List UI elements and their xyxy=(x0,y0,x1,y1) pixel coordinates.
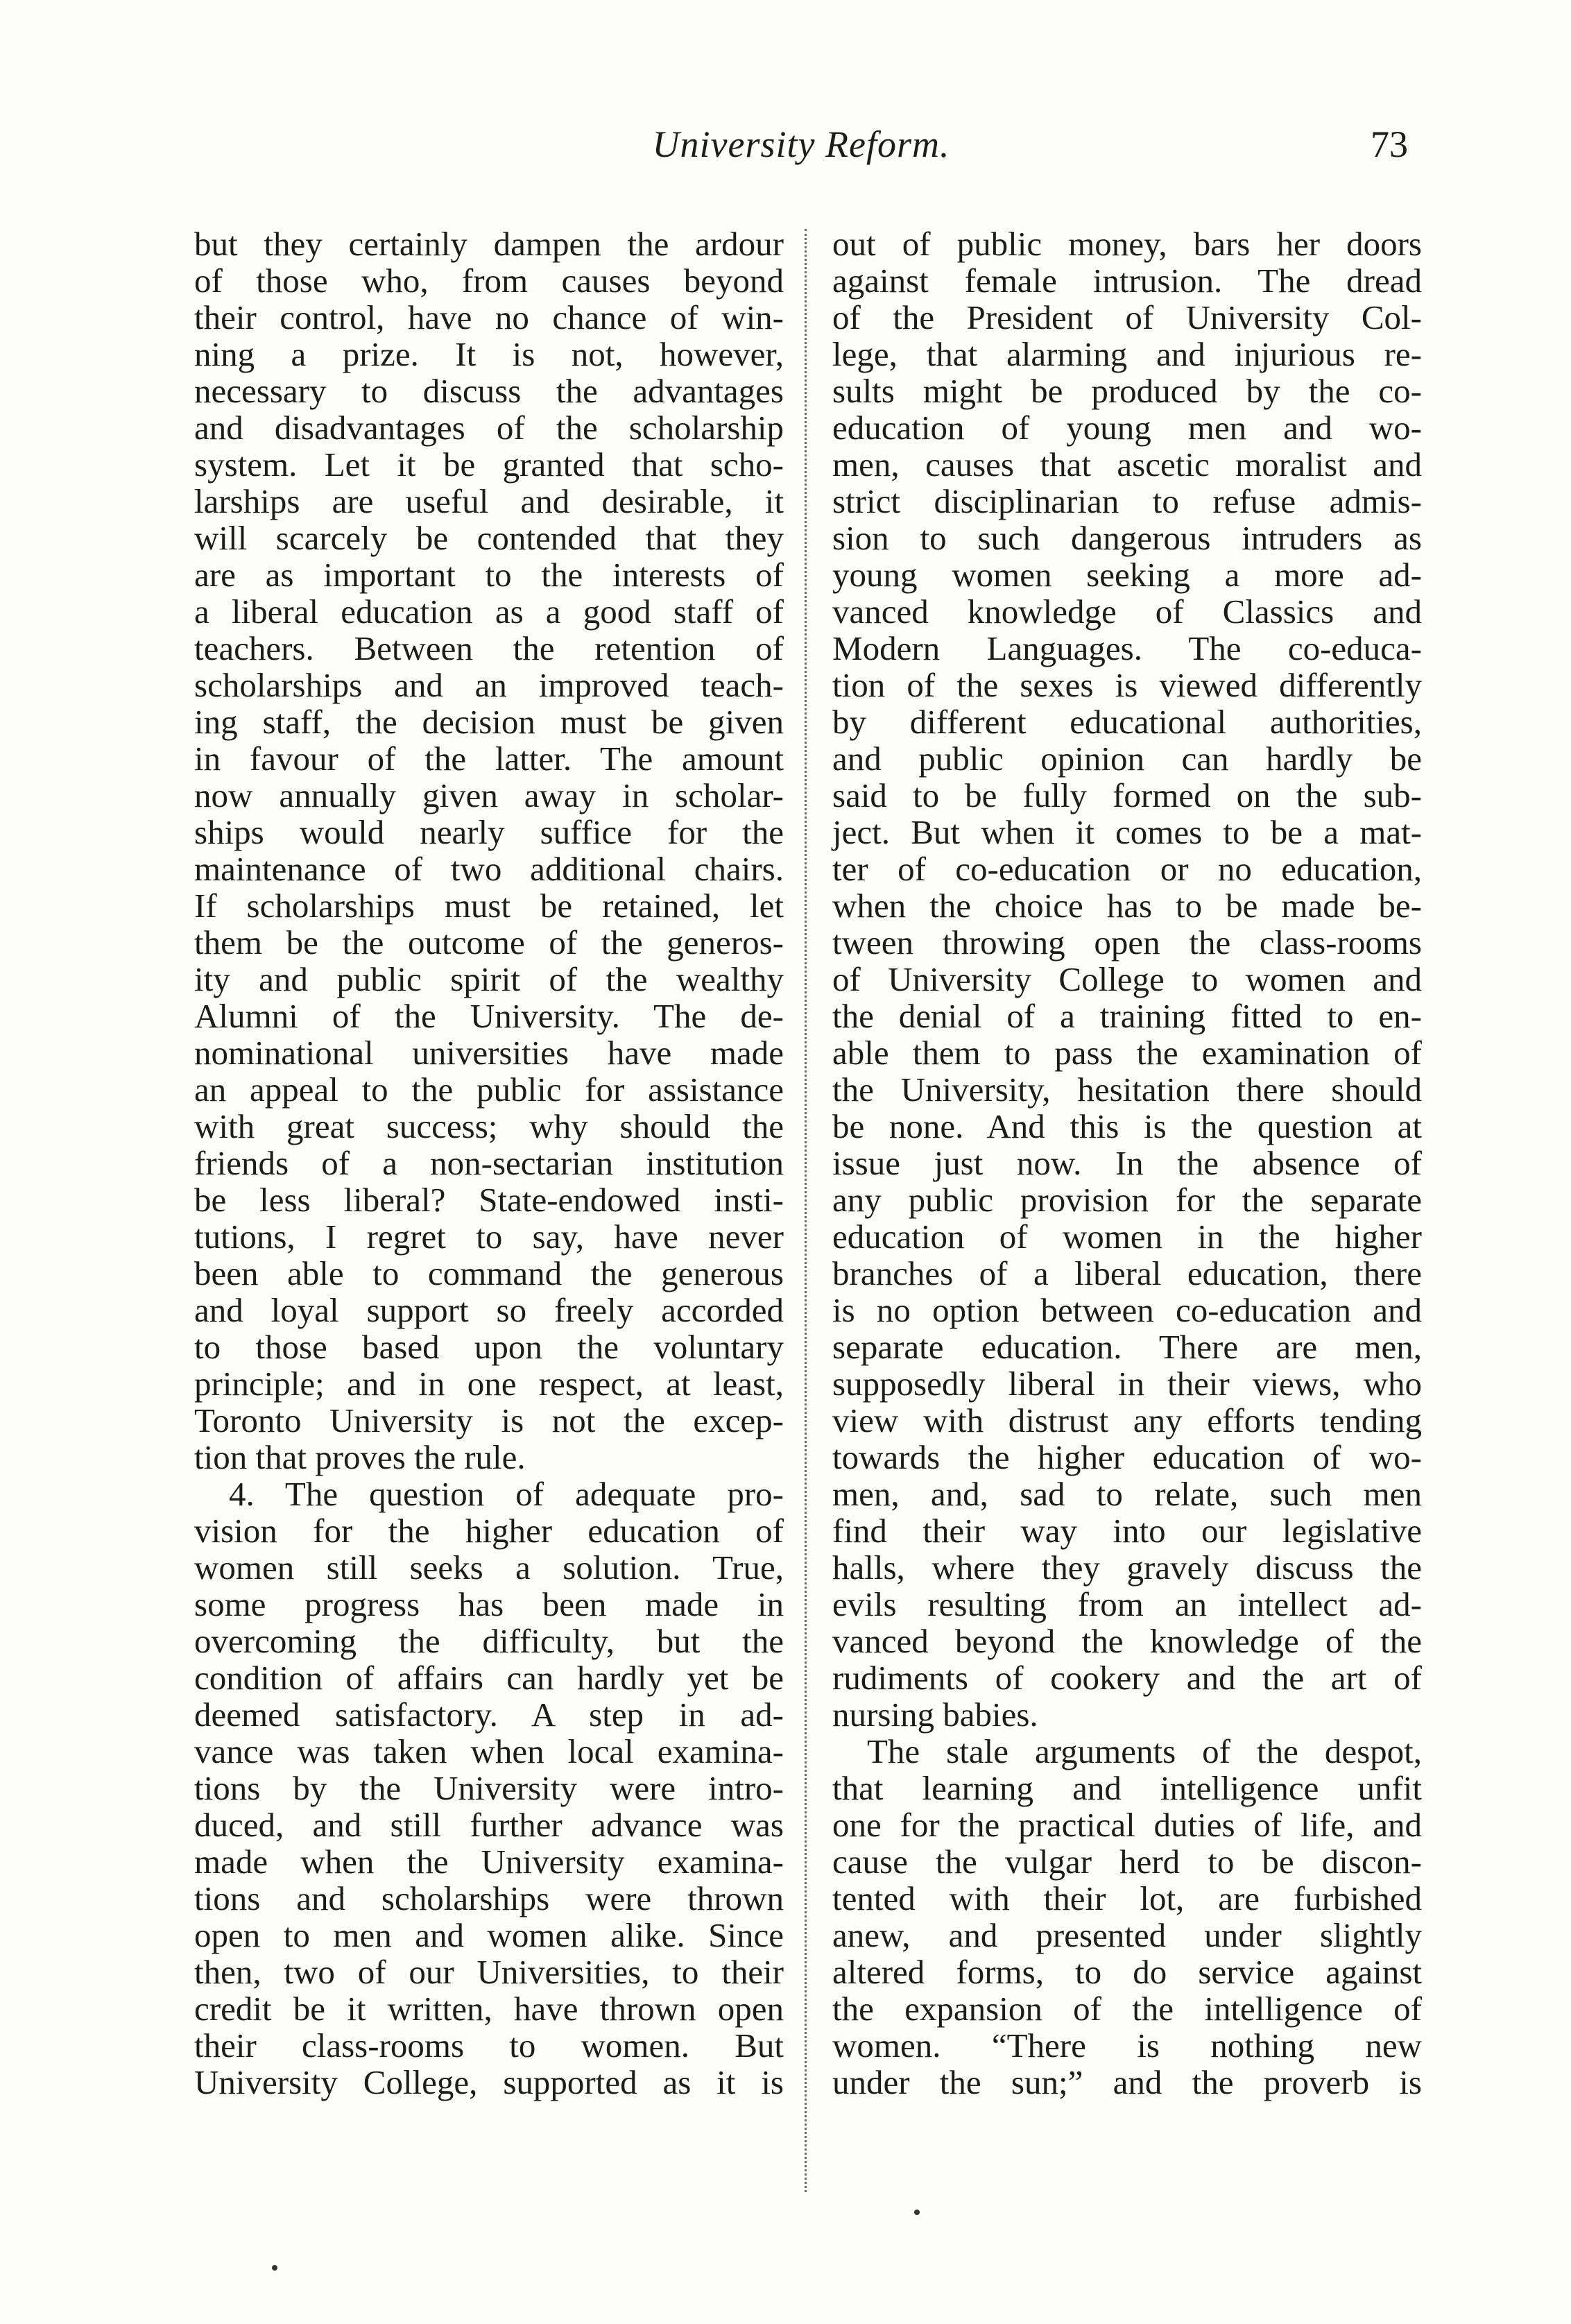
paragraph-end-line: nursing babies. xyxy=(832,1695,1038,1734)
ink-speck xyxy=(914,2210,920,2215)
running-title: University Reform. xyxy=(652,123,950,165)
text-line: of those who, from causes beyond xyxy=(194,262,784,300)
text-line: able them to pass the examination of xyxy=(832,1034,1422,1072)
text-line: credit be it written, have thrown open xyxy=(194,1990,784,2028)
text-line: open to men and women alike. Since xyxy=(194,1916,784,1954)
text-line: any public provision for the separate xyxy=(832,1181,1422,1219)
text-line: tented with their lot, are furbished xyxy=(832,1879,1422,1917)
left-column xyxy=(194,225,784,2101)
text-line: If scholarships must be retained, let xyxy=(194,887,784,925)
text-line: ity and public spirit of the wealthy xyxy=(194,960,784,998)
text-line: vision for the higher education of xyxy=(194,1512,784,1550)
text-line: will scarcely be contended that they xyxy=(194,519,784,557)
text-line: women. “There is nothing new xyxy=(832,2026,1422,2065)
text-line: friends of a non-sectarian institution xyxy=(194,1144,784,1182)
text-line: branches of a liberal education, there xyxy=(832,1254,1422,1292)
text-line: ning a prize. It is not, however, xyxy=(194,335,784,373)
text-line: overcoming the difficulty, but the xyxy=(194,1622,784,1660)
text-line: them be the outcome of the generos- xyxy=(194,923,784,962)
text-line: ing staff, the decision must be given xyxy=(194,703,784,741)
text-line: Alumni of the University. The de- xyxy=(194,997,784,1035)
text-line: sults might be produced by the co- xyxy=(832,372,1422,410)
text-line: and disadvantages of the scholarship xyxy=(194,409,784,447)
text-line: against female intrusion. The dread xyxy=(832,262,1422,300)
text-line: cause the vulgar herd to be discon- xyxy=(832,1843,1422,1881)
text-line: said to be fully formed on the sub- xyxy=(832,776,1422,814)
text-line: ject. But when it comes to be a mat- xyxy=(832,813,1422,851)
right-column xyxy=(832,225,1422,2101)
text-line: men, and, sad to relate, such men xyxy=(832,1475,1422,1513)
text-line: tion of the sexes is viewed differently xyxy=(832,666,1422,704)
text-line: deemed satisfactory. A step in ad- xyxy=(194,1695,784,1734)
text-line: the expansion of the intelligence of xyxy=(832,1990,1422,2028)
text-line: altered forms, to do service against xyxy=(832,1953,1422,1991)
text-line: towards the higher education of wo- xyxy=(832,1438,1422,1476)
paragraph-start-line: The stale arguments of the despot, xyxy=(867,1732,1422,1770)
text-line: teachers. Between the retention of xyxy=(194,629,784,667)
text-line: education of young men and wo- xyxy=(832,409,1422,447)
text-line: one for the practical duties of life, and xyxy=(832,1806,1422,1844)
text-line: but they certainly dampen the ardour xyxy=(194,225,784,263)
text-line: duced, and still further advance was xyxy=(194,1806,784,1844)
text-line: University College, supported as it is xyxy=(194,2063,784,2101)
text-line: supposedly liberal in their views, who xyxy=(832,1365,1422,1403)
text-line: maintenance of two additional chairs. xyxy=(194,850,784,888)
text-line: issue just now. In the absence of xyxy=(832,1144,1422,1182)
text-line: some progress has been made in xyxy=(194,1585,784,1623)
text-line: strict disciplinarian to refuse admis- xyxy=(832,482,1422,520)
text-line: larships are useful and desirable, it xyxy=(194,482,784,520)
text-line: Modern Languages. The co-educa- xyxy=(832,629,1422,667)
text-line: condition of affairs can hardly yet be xyxy=(194,1659,784,1697)
text-line: with great success; why should the xyxy=(194,1107,784,1145)
paragraph-end-line: tion that proves the rule. xyxy=(194,1438,526,1476)
text-line: when the choice has to be made be- xyxy=(832,887,1422,925)
text-line: women still seeks a solution. True, xyxy=(194,1548,784,1587)
text-line: now annually given away in scholar- xyxy=(194,776,784,814)
ink-speck xyxy=(272,2265,277,2271)
text-line: halls, where they gravely discuss the xyxy=(832,1548,1422,1587)
text-line: the University, hesitation there should xyxy=(832,1070,1422,1109)
text-line: then, two of our Universities, to their xyxy=(194,1953,784,1991)
text-line: men, causes that ascetic moralist and xyxy=(832,445,1422,484)
text-line: are as important to the interests of xyxy=(194,556,784,594)
text-line: be none. And this is the question at xyxy=(832,1107,1422,1145)
text-line: young women seeking a more ad- xyxy=(832,556,1422,594)
text-line: view with distrust any efforts tending xyxy=(832,1401,1422,1439)
text-line: and loyal support so freely accorded xyxy=(194,1291,784,1329)
paragraph-start-line: 4. The question of adequate pro- xyxy=(229,1475,784,1513)
text-line: tions and scholarships were thrown xyxy=(194,1879,784,1917)
text-line: find their way into our legislative xyxy=(832,1512,1422,1550)
text-line: their control, have no chance of win- xyxy=(194,298,784,336)
text-line: scholarships and an improved teach- xyxy=(194,666,784,704)
text-line: ter of co-education or no education, xyxy=(832,850,1422,888)
text-line: rudiments of cookery and the art of xyxy=(832,1659,1422,1697)
text-line: evils resulting from an intellect ad- xyxy=(832,1585,1422,1623)
text-line: that learning and intelligence unfit xyxy=(832,1769,1422,1807)
text-line: principle; and in one respect, at least, xyxy=(194,1365,784,1403)
page-number: 73 xyxy=(1371,123,1408,165)
text-line: tions by the University were intro- xyxy=(194,1769,784,1807)
text-line: separate education. There are men, xyxy=(832,1328,1422,1366)
text-line: and public opinion can hardly be xyxy=(832,740,1422,778)
text-line: tween throwing open the class-rooms xyxy=(832,923,1422,962)
text-line: under the sun;” and the proverb is xyxy=(832,2063,1422,2101)
text-line: Toronto University is not the excep- xyxy=(194,1401,784,1439)
text-line: nominational universities have made xyxy=(194,1034,784,1072)
text-line: been able to command the generous xyxy=(194,1254,784,1292)
text-line: vanced knowledge of Classics and xyxy=(832,592,1422,631)
running-head xyxy=(194,117,1408,179)
text-line: tutions, I regret to say, have never xyxy=(194,1217,784,1256)
text-line: the denial of a training fitted to en- xyxy=(832,997,1422,1035)
text-line: to those based upon the voluntary xyxy=(194,1328,784,1366)
text-line: a liberal education as a good staff of xyxy=(194,592,784,631)
text-line: is no option between co-education and xyxy=(832,1291,1422,1329)
text-line: lege, that alarming and injurious re- xyxy=(832,335,1422,373)
text-line: their class-rooms to women. But xyxy=(194,2026,784,2065)
text-line: necessary to discuss the advantages xyxy=(194,372,784,410)
text-line: by different educational authorities, xyxy=(832,703,1422,741)
text-line: of the President of University Col- xyxy=(832,298,1422,336)
text-line: made when the University examina- xyxy=(194,1843,784,1881)
text-line: vanced beyond the knowledge of the xyxy=(832,1622,1422,1660)
text-line: sion to such dangerous intruders as xyxy=(832,519,1422,557)
column-divider xyxy=(805,229,807,2192)
text-line: in favour of the latter. The amount xyxy=(194,740,784,778)
text-line: system. Let it be granted that scho- xyxy=(194,445,784,484)
text-line: ships would nearly suffice for the xyxy=(194,813,784,851)
text-line: vance was taken when local examina- xyxy=(194,1732,784,1770)
text-line: anew, and presented under slightly xyxy=(832,1916,1422,1954)
text-line: be less liberal? State-endowed insti- xyxy=(194,1181,784,1219)
text-line: education of women in the higher xyxy=(832,1217,1422,1256)
text-line: out of public money, bars her doors xyxy=(832,225,1422,263)
text-line: of University College to women and xyxy=(832,960,1422,998)
text-line: an appeal to the public for assistance xyxy=(194,1070,784,1109)
